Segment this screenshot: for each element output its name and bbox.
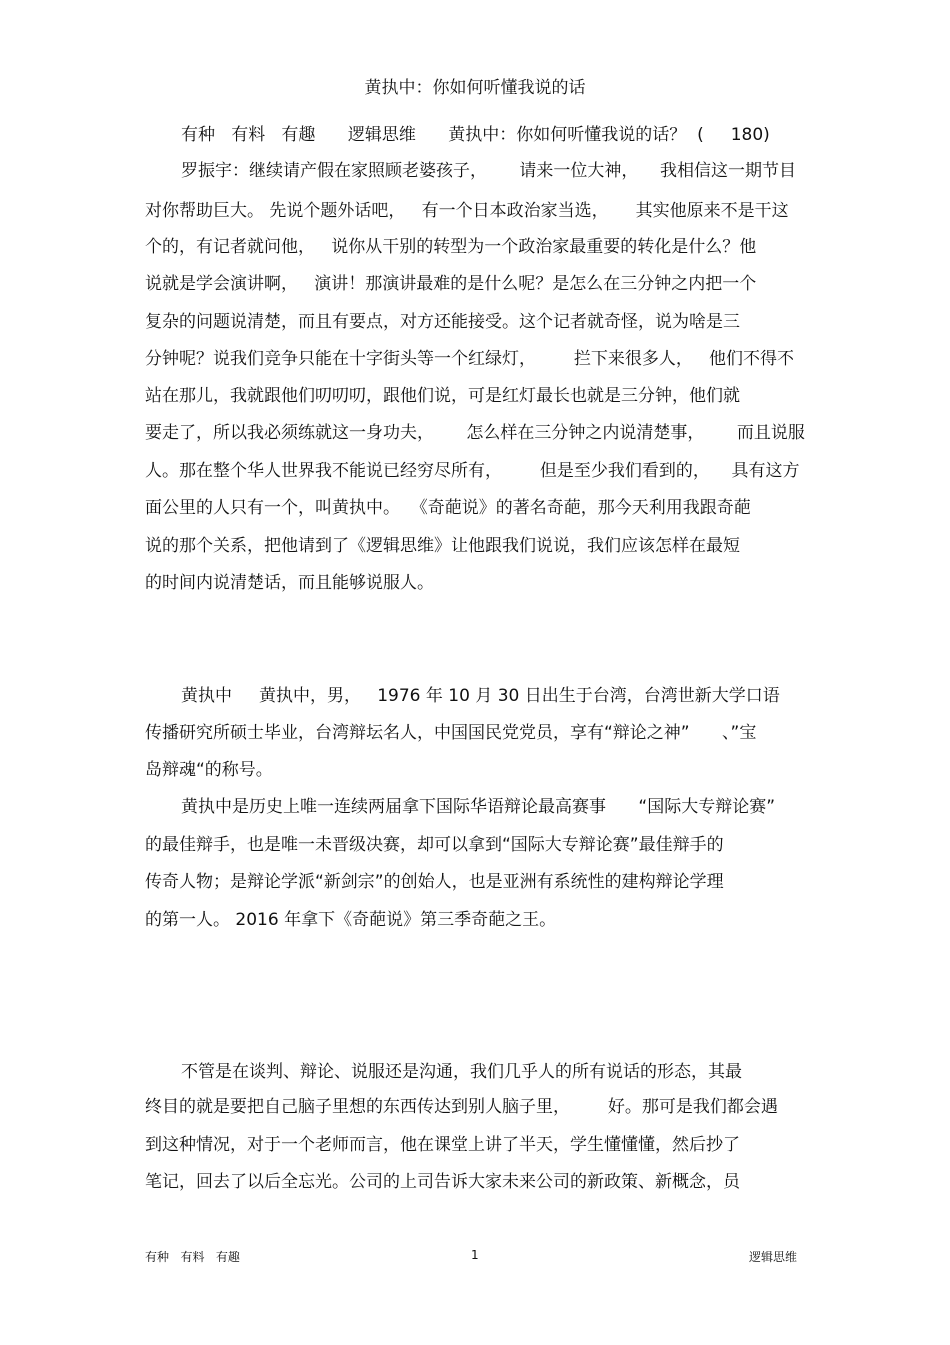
text-line: 个的，有记者就问他， 说你从干别的转型为一个政治家最重要的转化是什么？他 xyxy=(145,237,757,257)
document-title: 黄执中：你如何听懂我说的话 xyxy=(364,78,586,98)
text-line: 的时间内说清楚话，而且能够说服人。 xyxy=(145,573,434,593)
text-line: 说就是学会演讲啊， 演讲！那演讲最难的是什么呢？是怎么在三分钟之内把一个 xyxy=(145,274,757,294)
footer-left: 有种 有料 有趣 xyxy=(145,1250,240,1264)
text-line: 的第一人。 2016 年拿下《奇葩说》第三季奇葩之王。 xyxy=(145,910,557,930)
text-line: 站在那儿，我就跟他们叨叨叨，跟他们说，可是红灯最长也就是三分钟，他们就 xyxy=(145,386,740,406)
page-number: 1 xyxy=(471,1248,479,1262)
text-line: 对你帮助巨大。 先说个题外话吧， 有一个日本政治家当选， 其实他原来不是干这 xyxy=(145,201,789,221)
text-line: 说的那个关系，把他请到了《逻辑思维》让他跟我们说说，我们应该怎样在最短 xyxy=(145,536,740,556)
text-line: 笔记，回去了以后全忘光。公司的上司告诉大家未来公司的新政策、新概念，员 xyxy=(145,1172,740,1192)
text-line: 传播研究所硕士毕业，台湾辩坛名人，中国国民党党员，享有“辩论之神” 、”宝 xyxy=(145,723,757,743)
text-line: 黄执中是历史上唯一连续两届拿下国际华语辩论最高赛事 “国际大专辩论赛” xyxy=(181,797,776,817)
text-line: 分钟呢？说我们竞争只能在十字街头等一个红绿灯， 拦下来很多人， 他们不得不 xyxy=(145,349,795,369)
text-line: 黄执中 黄执中，男， 1976 年 10 月 30 日出生于台湾，台湾世新大学口语 xyxy=(181,686,780,706)
text-line: 不管是在谈判、辩论、说服还是沟通，我们几乎人的所有说话的形态，其最 xyxy=(181,1062,742,1082)
text-line: 的最佳辩手，也是唯一未晋级决赛，却可以拿到“国际大专辩论赛”最佳辩手的 xyxy=(145,835,724,855)
text-line: 到这种情况，对于一个老师而言，他在课堂上讲了半天，学生懂懂懂，然后抄了 xyxy=(145,1135,740,1155)
footer-right: 逻辑思维 xyxy=(749,1250,798,1264)
text-line: 传奇人物；是辩论学派“新剑宗”的创始人，也是亚洲有系统性的建构辩论学理 xyxy=(145,872,724,892)
text-line: 面公里的人只有一个，叫黄执中。 《奇葩说》的著名奇葩，那今天利用我跟奇葩 xyxy=(145,498,751,518)
text-line: 岛辩魂“的称号。 xyxy=(145,760,273,780)
text-line: 人。那在整个华人世界我不能说已经穷尽所有， 但是至少我们看到的， 具有这方 xyxy=(145,461,800,481)
text-line: 罗振宇：继续请产假在家照顾老婆孩子， 请来一位大神， 我相信这一期节目 xyxy=(181,161,797,181)
text-line: 复杂的问题说清楚，而且有要点，对方还能接受。这个记者就奇怪，说为啥是三 xyxy=(145,312,740,332)
text-line: 终目的就是要把自己脑子里想的东西传达到别人脑子里， 好。那可是我们都会遇 xyxy=(145,1097,778,1117)
text-line: 要走了，所以我必须练就这一身功夫， 怎么样在三分钟之内说清楚事， 而且说服 xyxy=(145,423,805,443)
text-line: 有种 有料 有趣 逻辑思维 黄执中：你如何听懂我说的话？ ( 180) xyxy=(181,125,770,145)
